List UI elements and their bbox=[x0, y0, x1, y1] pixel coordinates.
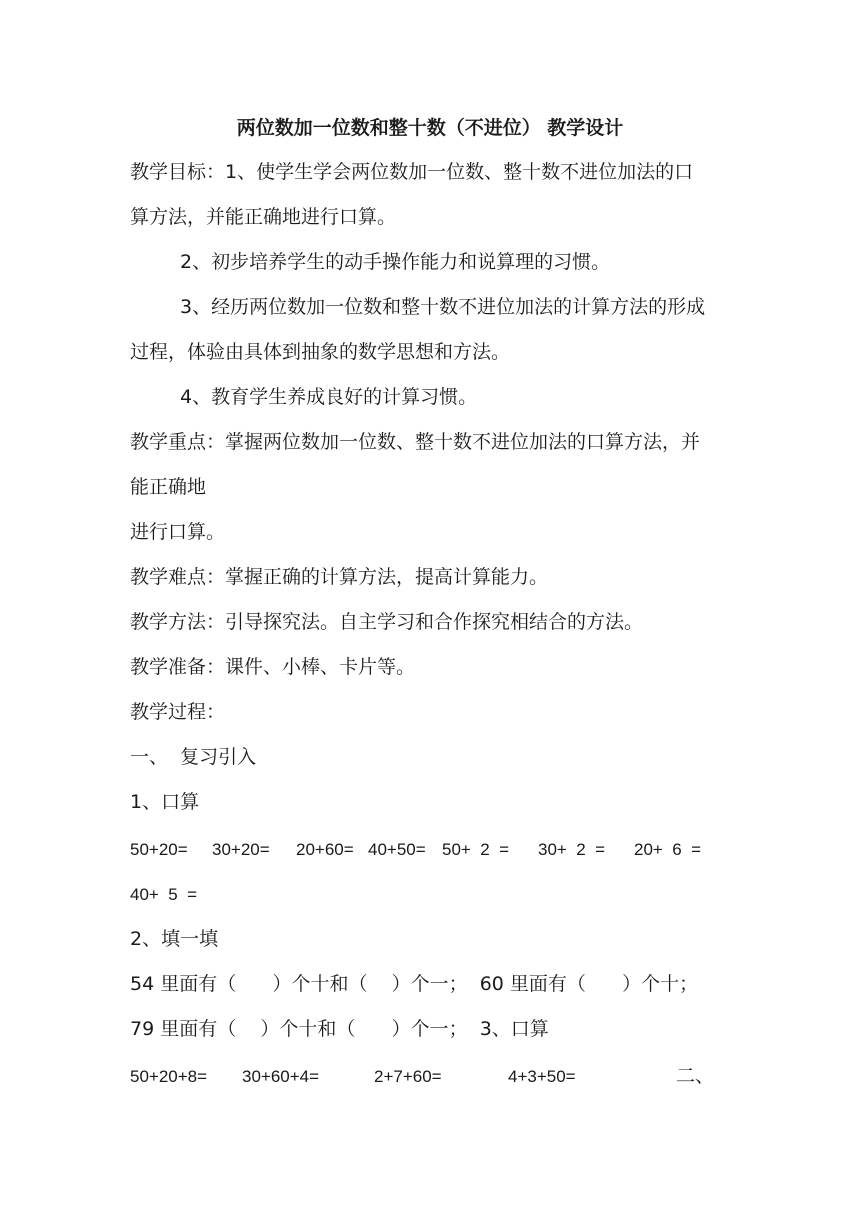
key-point-line-2: 能正确地 bbox=[130, 476, 207, 498]
math-item: 30+20= bbox=[212, 840, 270, 859]
objective-line-4: 3、经历两位数加一位数和整十数不进位加法的计算方法的形成 bbox=[180, 296, 706, 318]
oral-calc-heading: 1、口算 bbox=[130, 791, 200, 813]
document-title: 两位数加一位数和整十数（不进位） 教学设计 bbox=[236, 117, 624, 139]
preparation-line: 教学准备：课件、小棒、卡片等。 bbox=[130, 656, 416, 678]
key-point-line-3: 进行口算。 bbox=[130, 521, 226, 543]
objective-line-6: 4、教育学生养成良好的计算习惯。 bbox=[180, 386, 478, 408]
objective-line-1: 教学目标：1、使学生学会两位数加一位数、整十数不进位加法的口 bbox=[130, 161, 694, 183]
math-item: 50+ 2 = bbox=[442, 840, 510, 859]
math-item: 50+20+8= bbox=[130, 1067, 208, 1086]
objective-line-3: 2、初步培养学生的动手操作能力和说算理的习惯。 bbox=[180, 251, 611, 273]
math-row-2 bbox=[130, 1065, 576, 1209]
section-one-heading: 一、 复习引入 bbox=[130, 746, 257, 768]
math-item: 20+60= bbox=[296, 840, 354, 859]
math-item: 30+ 2 = bbox=[538, 840, 606, 859]
math-item: 4+3+50= bbox=[508, 1067, 576, 1086]
process-heading: 教学过程： bbox=[130, 701, 226, 723]
fill-in-line-2: 79 里面有（ ）个十和（ ）个一； 3、口算 bbox=[130, 1018, 549, 1040]
math-item: 30+60+4= bbox=[242, 1067, 320, 1086]
fill-in-line-1: 54 里面有（ ）个十和（ ）个一； 60 里面有（ ）个十； bbox=[130, 973, 699, 995]
method-line: 教学方法：引导探究法。自主学习和合作探究相结合的方法。 bbox=[130, 611, 644, 633]
math-item: 2+7+60= bbox=[374, 1067, 442, 1086]
math-item: 20+ 6 = bbox=[634, 840, 702, 859]
math-item: 50+20= bbox=[130, 840, 188, 859]
objective-line-5: 过程，体验由具体到抽象的数学思想和方法。 bbox=[130, 341, 511, 363]
key-point-line-1: 教学重点：掌握两位数加一位数、整十数不进位加法的口算方法，并 bbox=[130, 431, 701, 453]
section-two-heading: 二、 bbox=[676, 1065, 715, 1087]
math-row-1-continued: 40+ 5 = bbox=[130, 885, 198, 904]
fill-in-heading: 2、填一填 bbox=[130, 928, 219, 950]
math-item: 40+50= bbox=[368, 840, 426, 859]
objective-line-2: 算方法，并能正确地进行口算。 bbox=[130, 206, 397, 228]
difficulty-line: 教学难点：掌握正确的计算方法，提高计算能力。 bbox=[130, 566, 549, 588]
